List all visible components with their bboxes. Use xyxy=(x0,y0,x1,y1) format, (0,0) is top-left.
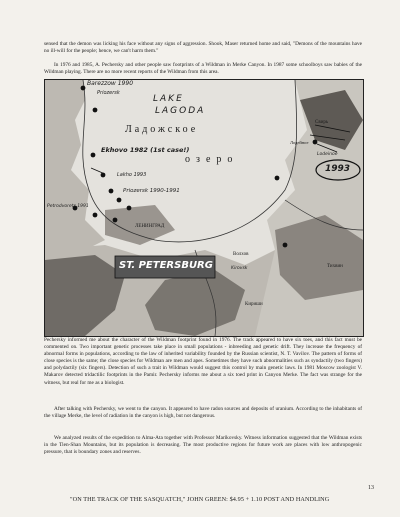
annotation-lakho: Lakho 1993 xyxy=(117,172,147,178)
paragraph-results: We analyzed results of the expedition to Alma-Ata together with Professor Marikovsky. Witness information suggested that the Wildman exists in the Tien-Shan Mountains, but its population is decreasing. The most productive regions for future work are places with low anthropogenic pressure, that is boundary zones and reserves. xyxy=(44,435,362,456)
map-label-tikhvin: Тихвин xyxy=(327,264,343,269)
sighting-marker xyxy=(93,213,98,218)
annotation-arrow xyxy=(91,168,105,174)
annotation-1993: 1993 xyxy=(325,164,351,174)
annotation-lodeinoe: Lodeinoe xyxy=(317,152,338,157)
sighting-marker xyxy=(283,243,288,248)
annotation-kirovsk: Kirovsk xyxy=(231,266,248,271)
map-label-ladozhskoe: Ладожское xyxy=(125,124,199,135)
annotation-ekhovo: Ekhovo 1982 (1st case!) xyxy=(101,146,190,154)
lake-label-line-1: LAKE xyxy=(153,94,184,104)
sighting-marker xyxy=(81,86,86,91)
page-number: 13 xyxy=(368,485,374,491)
map-label-lodeynoe: Лодейное xyxy=(290,140,309,145)
paragraph-canyon: After talking with Pechersky, we went to the canyon. It appeared to have radon sources and deposits of uranium. According to the inhabitants of the village Merke, the level of radiation in the canyon is high, but not dangerous. xyxy=(44,406,362,420)
map-figure xyxy=(44,79,364,337)
sighting-marker xyxy=(93,108,98,113)
sighting-marker xyxy=(127,206,132,211)
sighting-marker xyxy=(113,218,118,223)
land-west xyxy=(45,80,105,255)
annotation-priozersk-1990: Priozersk 1990-1991 xyxy=(123,188,180,194)
sighting-marker xyxy=(91,153,96,158)
sighting-marker xyxy=(275,176,280,181)
sighting-marker xyxy=(313,140,318,145)
paragraph-pechersky: Pechersky informed me about the character of the Wildman footprint found in 1976. The track appeared to have six toes, and this fact must be commented on. Two important genetic processes take place in small populations - inbreeding and genetic drift. They increase the frequency of abnormal forms in populations, according to the law of inherited variability founded by the Russian scientist, N. T. Vavilov. The pattern of forms of close species is the same; the close species for Wildman are men and apes. Sometimes they have such abnormalities such as syndactily (two fingers) and polydactily (six fingers). Detection of such a trait in Wildman would suggest this control by main genetic laws. In 1981 Moscow zoologist V. Makarov detected tridactilic footprints in the Pamir. Pechersky informs me about a six toed print in Canyon Merke. The fact was strange for the witness, but real for me as a biologist. xyxy=(44,337,362,386)
footer-advertisement: "ON THE TRACK OF THE SASQUATCH," JOHN GREEN: $4.95 + 1.10 POST AND HANDLING xyxy=(70,496,330,503)
annotation-barezzow: Barezzow 1990 xyxy=(87,80,134,87)
intro-paragraph-1: sensed that the demon was licking his face without any signs of aggression. Shook, Maser returned home and said, "Demons of the mountains have no ill-will for the people; hence, we can't harm them." xyxy=(44,41,362,55)
intro-paragraph-2: In 1976 and 1985, A. Pechersky and other people saw footprints of a Wildman in Merke Canyon. In 1987 some schoolboys saw babies of the Wildman playing. There are no more recent reports of the Wildman from this area. xyxy=(44,62,362,76)
sighting-marker xyxy=(109,189,114,194)
annotation-petrodvorets: Petrodvorets 1991 xyxy=(47,204,89,209)
map-label-ozero: озеро xyxy=(185,154,239,165)
annotation-st-petersburg: ST. PETERSBURG xyxy=(119,260,213,271)
map-label-leningrad: ЛЕНИНГРАД xyxy=(135,224,165,229)
map-label-kirishi: Кириши xyxy=(245,302,263,307)
lake-label-line-2: LAGODA xyxy=(155,106,206,116)
map-label-volkhov: Волхов xyxy=(233,252,249,257)
annotation-priozersk: Priozersk xyxy=(97,90,120,96)
map-drawing xyxy=(45,80,363,336)
map-label-svir: Свирь xyxy=(315,120,329,125)
sighting-marker xyxy=(117,198,122,203)
